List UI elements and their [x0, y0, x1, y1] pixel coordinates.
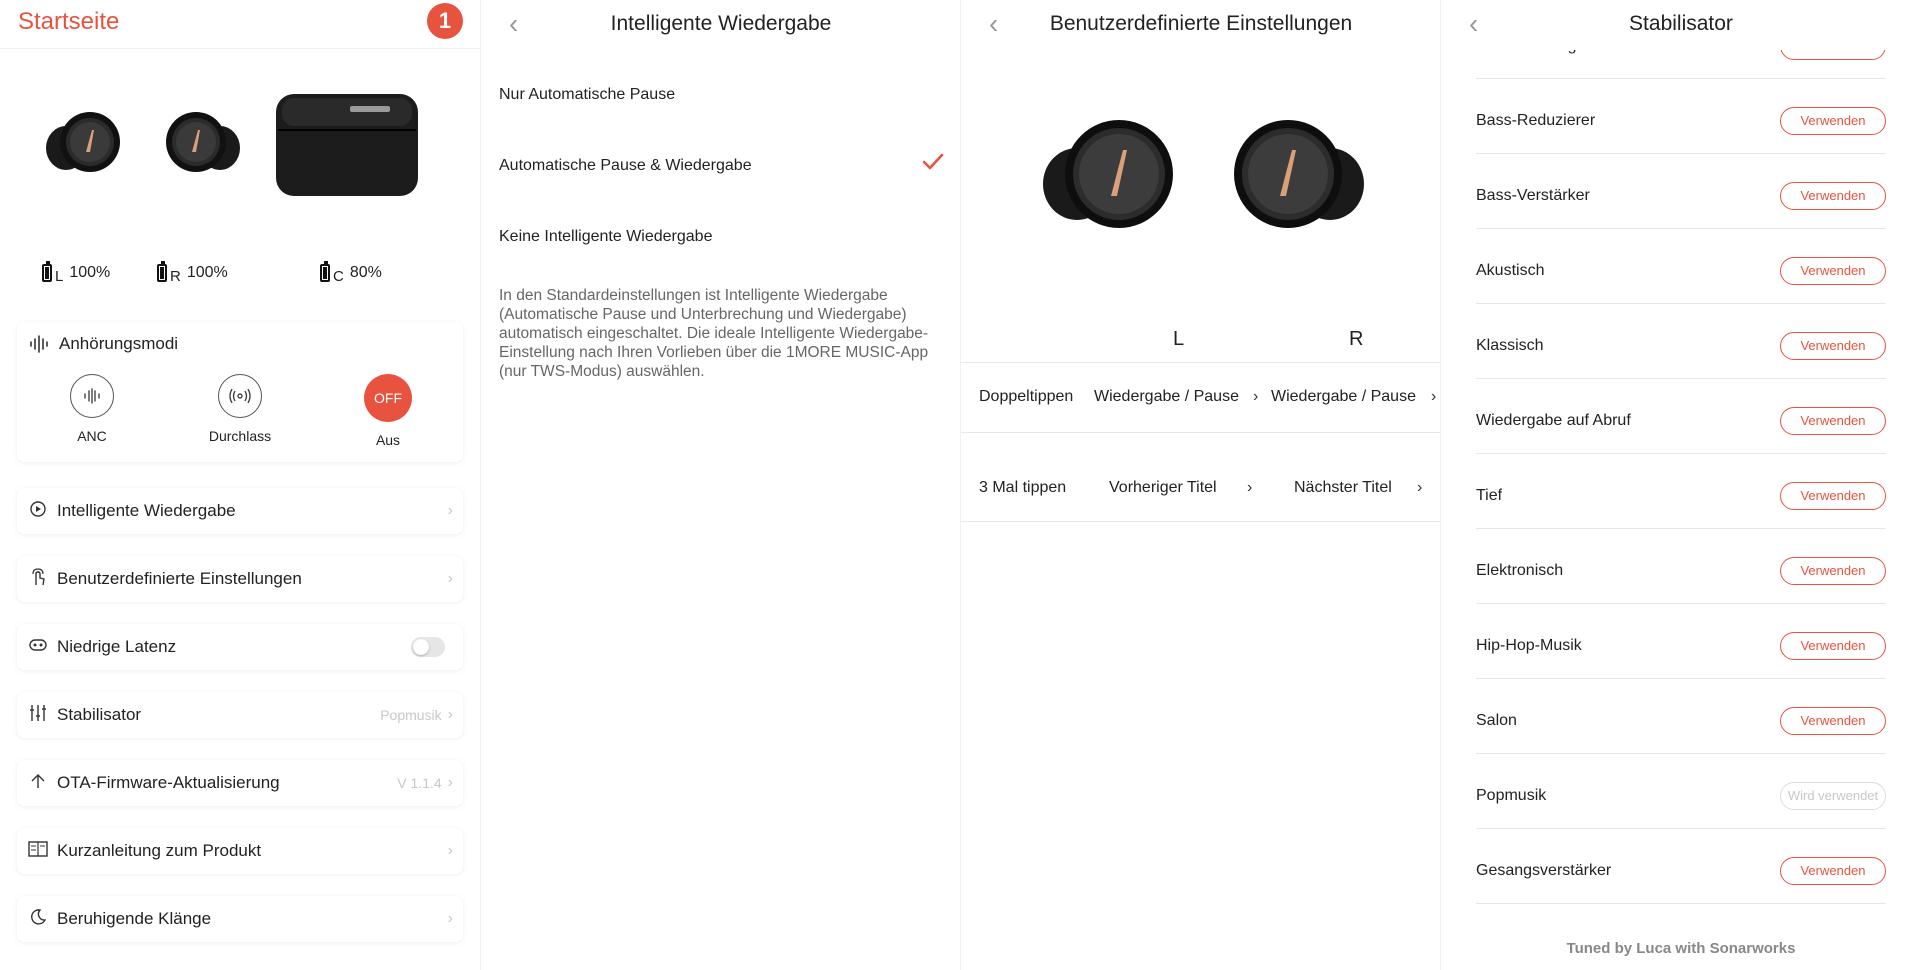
eq-apply-button[interactable]: Verwenden — [1780, 557, 1886, 585]
eq-preset-row — [1476, 243, 1886, 304]
chevron-right-icon: › — [447, 502, 453, 519]
chevron-right-icon: › — [447, 570, 453, 587]
page-title: Intelligente Wiedergabe — [610, 12, 832, 35]
chevron-right-icon: › — [447, 910, 453, 927]
soundwave-icon — [29, 335, 51, 353]
page-title: Benutzerdefinierte Einstellungen — [1049, 12, 1353, 35]
home-screen — [0, 0, 480, 970]
eq-in-use-button[interactable]: Wird verwendet — [1780, 782, 1886, 810]
back-chevron-icon[interactable]: ‹ — [1469, 8, 1479, 39]
eq-preset-label: Gesangsverstärker — [1476, 862, 1612, 879]
low-latency-toggle[interactable] — [411, 637, 445, 657]
chevron-right-icon: › — [447, 774, 453, 791]
custom-settings-screen — [960, 0, 1441, 970]
back-chevron-icon[interactable]: ‹ — [509, 8, 519, 39]
eq-preset-label: Elektronisch — [1476, 562, 1564, 579]
home-header — [0, 0, 480, 49]
battery-icon — [157, 264, 167, 282]
guide-icon — [27, 841, 49, 862]
chevron-right-icon: › — [447, 706, 453, 723]
eq-preset-row — [1476, 168, 1886, 229]
eq-preset-row — [1476, 768, 1886, 829]
eq-preset-label: Bass-Verstärker — [1476, 187, 1590, 204]
eq-preset-row — [1476, 393, 1886, 454]
triple-tap-right-select[interactable]: Nächster Titel — [1294, 479, 1392, 496]
eq-apply-button[interactable]: Verwenden — [1780, 257, 1886, 285]
equalizer-current-value: Popmusik — [380, 707, 442, 723]
left-earbud-image — [44, 108, 126, 180]
product-images — [0, 60, 480, 230]
mode-off[interactable]: OFF Aus — [343, 374, 433, 448]
page-title: Stabilisator — [1629, 12, 1733, 35]
equalizer-header — [1441, 0, 1920, 50]
battery-case: C 80% — [320, 258, 382, 282]
menu-firmware-update[interactable]: OTA-Firmware-Aktualisierung V 1.1.4 › — [17, 760, 463, 806]
eq-apply-button[interactable]: Verwenden — [1780, 107, 1886, 135]
smart-play-screen — [480, 0, 961, 970]
double-tap-right-select[interactable]: Wiedergabe / Pause — [1271, 388, 1416, 405]
listening-modes-card — [17, 322, 463, 462]
eq-preset-label: Wiedergabe auf Abruf — [1476, 412, 1631, 429]
chevron-right-icon: › — [1431, 388, 1437, 405]
tuned-by-footer: Tuned by Luca with Sonarworks — [1566, 940, 1796, 957]
left-label: L — [1173, 328, 1185, 350]
smart-play-header — [481, 0, 961, 50]
left-earbud-image — [1041, 118, 1181, 238]
charging-case-image — [272, 90, 422, 200]
transparency-icon[interactable] — [218, 374, 262, 418]
eq-apply-button[interactable]: Verwenden — [1780, 332, 1886, 360]
chevron-right-icon: › — [447, 842, 453, 859]
eq-preset-label: Popmusik — [1476, 787, 1547, 804]
battery-icon — [42, 264, 52, 282]
back-chevron-icon[interactable]: ‹ — [989, 8, 999, 39]
eq-apply-button[interactable]: Verwenden — [1780, 407, 1886, 435]
eq-preset-row — [1476, 618, 1886, 679]
gamepad-icon — [27, 638, 49, 657]
right-earbud-image — [160, 108, 242, 180]
eq-preset-label: Bass-Reduzierer — [1476, 112, 1596, 129]
brand-logo-icon[interactable]: 1 — [427, 3, 463, 39]
triple-tap-row: 3 Mal tippen Vorheriger Titel › Nächster Titel › — [961, 432, 1441, 522]
eq-preset-label: Akustisch — [1476, 262, 1545, 279]
firmware-version: V 1.1.4 — [397, 775, 442, 791]
eq-preset-row — [1476, 843, 1886, 904]
double-tap-left-select[interactable]: Wiedergabe / Pause — [1094, 388, 1239, 405]
mode-transparency[interactable]: Durchlass — [195, 374, 285, 444]
chevron-right-icon: › — [1253, 388, 1259, 405]
eq-apply-button[interactable]: Verwenden — [1780, 857, 1886, 885]
menu-low-latency: Niedrige Latenz — [17, 624, 463, 670]
smart-play-description: In den Standardeinstellungen ist Intelligente Wiedergabe (Automatische Pause und Unterbrechung und Wiedergabe) automatisch eingeschaltet. Die ideale Intelligente Wiedergabe-Einstellung nach Ihren Vorlieben über die 1MORE MUSIC-App (nur TWS-Modus) auswählen. — [499, 287, 929, 380]
eq-apply-button[interactable]: Verwenden — [1780, 182, 1886, 210]
eq-preset-row — [1476, 93, 1886, 154]
mode-anc[interactable]: ANC — [47, 374, 137, 444]
option-auto-pause-only[interactable]: Nur Automatische Pause — [499, 86, 676, 103]
eq-apply-button[interactable]: Verwenden — [1780, 482, 1886, 510]
anc-icon[interactable] — [70, 374, 114, 418]
menu-custom-settings[interactable]: Benutzerdefinierte Einstellungen › — [17, 556, 463, 602]
page-title: Startseite — [18, 8, 120, 35]
eq-apply-button[interactable]: Verwenden — [1780, 632, 1886, 660]
chevron-right-icon: › — [1417, 479, 1423, 496]
triple-tap-left-select[interactable]: Vorheriger Titel — [1109, 479, 1217, 496]
menu-calming-sounds[interactable]: Beruhigende Klänge › — [17, 896, 463, 942]
eq-preset-row — [1476, 543, 1886, 604]
moon-icon — [27, 909, 49, 930]
eq-apply-button[interactable]: Verwenden — [1780, 707, 1886, 735]
listening-modes-heading: Anhörungsmodi — [29, 334, 178, 354]
eq-preset-row — [1476, 468, 1886, 529]
touch-icon — [27, 568, 49, 591]
option-auto-pause-play[interactable]: Automatische Pause & Wiedergabe — [499, 141, 944, 191]
equalizer-icon — [27, 704, 49, 727]
eq-preset-row — [1476, 318, 1886, 379]
eq-preset-label: Tief — [1476, 487, 1503, 504]
eq-preset-label: Salon — [1476, 712, 1517, 729]
menu-equalizer[interactable]: Stabilisator Popmusik › — [17, 692, 463, 738]
battery-right: R 100% — [157, 258, 228, 282]
battery-left: L 100% — [42, 258, 110, 282]
smart-play-icon — [27, 500, 49, 523]
battery-icon — [320, 264, 330, 282]
eq-preset-label: Klassisch — [1476, 337, 1544, 354]
right-earbud-image — [1226, 118, 1366, 238]
off-button[interactable]: OFF — [364, 374, 412, 422]
eq-preset-row — [1476, 693, 1886, 754]
chevron-right-icon: › — [1247, 479, 1253, 496]
right-label: R — [1349, 328, 1364, 350]
equalizer-screen — [1440, 0, 1920, 970]
menu-smart-play[interactable]: Intelligente Wiedergabe › — [17, 488, 463, 534]
custom-settings-header — [961, 0, 1441, 50]
menu-quick-guide[interactable]: Kurzanleitung zum Produkt › — [17, 828, 463, 874]
checkmark-icon — [922, 151, 944, 173]
eq-preset-label: Hip-Hop-Musik — [1476, 637, 1582, 654]
upload-icon — [27, 773, 49, 794]
option-no-smart-play[interactable]: Keine Intelligente Wiedergabe — [499, 228, 713, 245]
double-tap-row: Doppeltippen Wiedergabe / Pause › Wiedergabe / Pause › — [961, 362, 1441, 433]
